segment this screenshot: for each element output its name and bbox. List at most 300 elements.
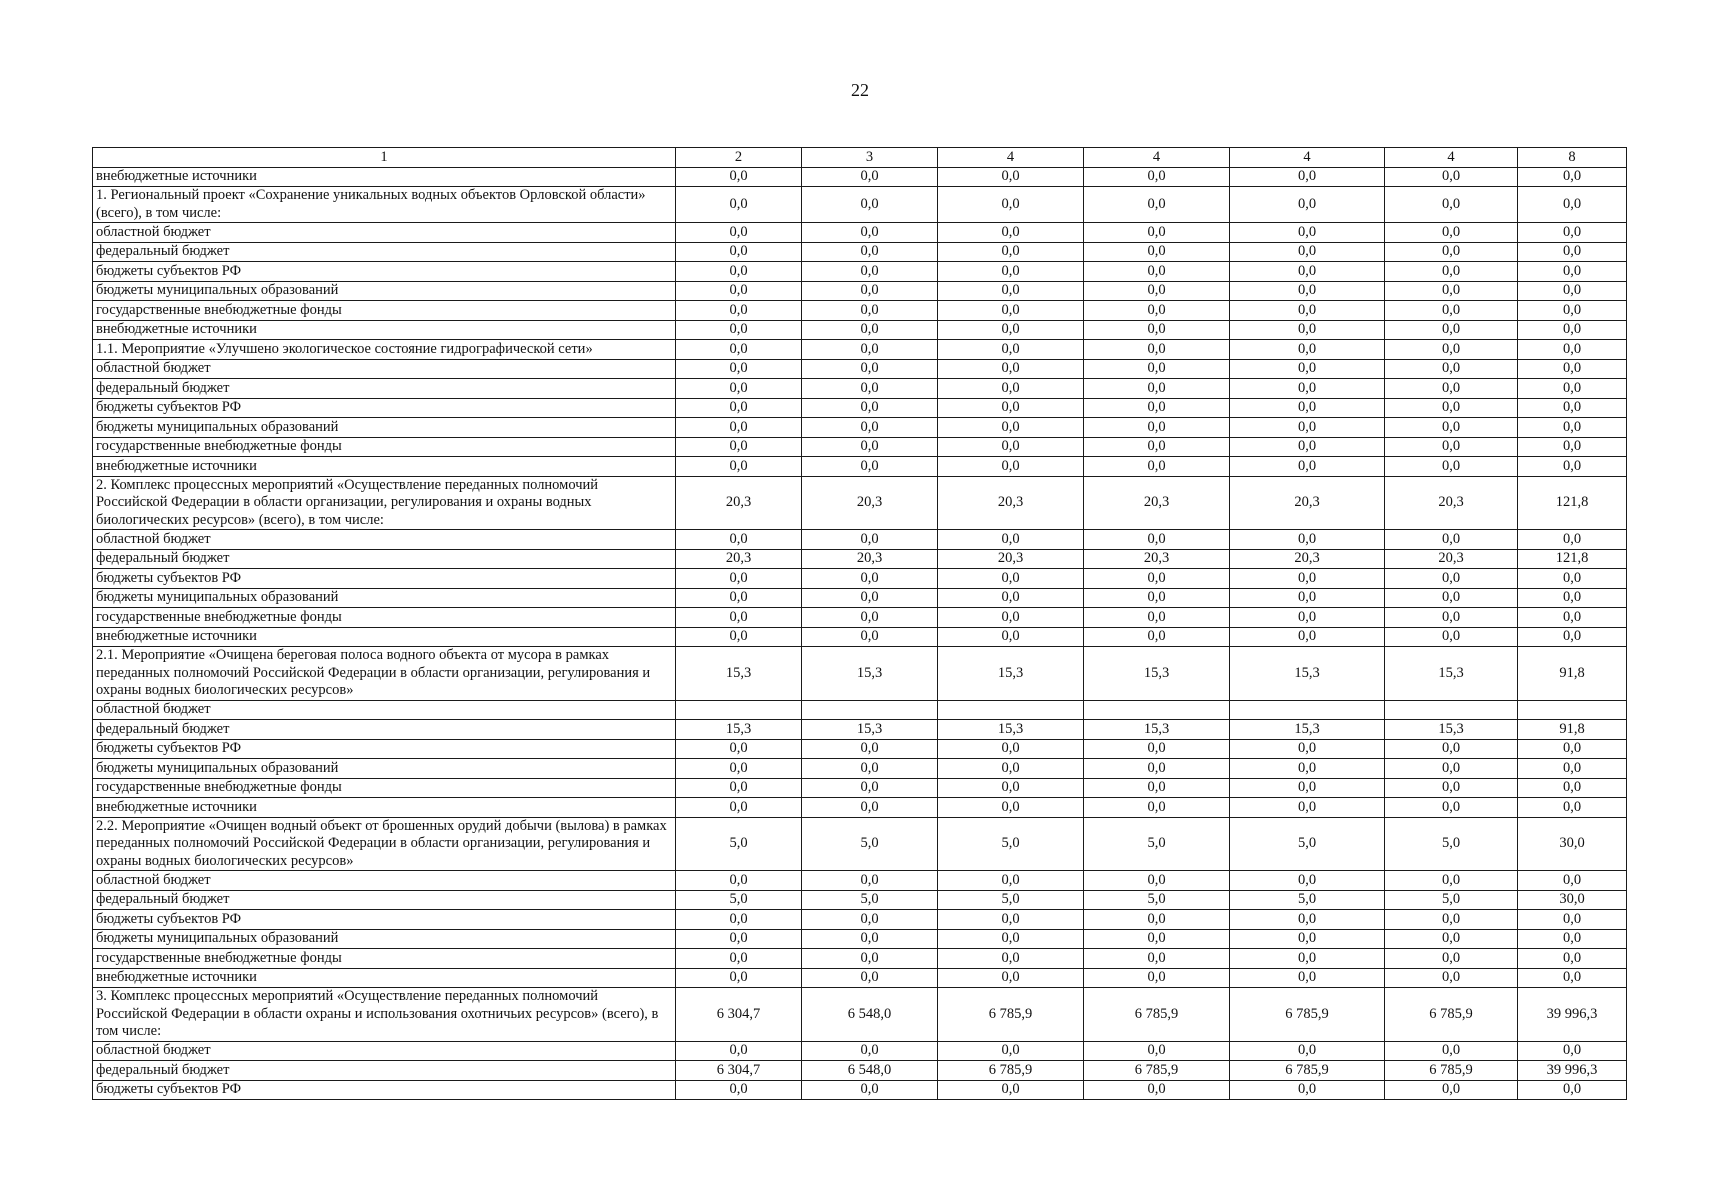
value-cell: 39 996,3 — [1518, 1061, 1627, 1081]
value-cell: 0,0 — [1385, 759, 1518, 779]
page-number: 22 — [851, 80, 869, 100]
value-cell: 0,0 — [802, 379, 938, 399]
value-cell: 0,0 — [676, 418, 802, 438]
row-label: областной бюджет — [93, 530, 676, 550]
value-cell: 0,0 — [802, 187, 938, 223]
value-cell: 0,0 — [1084, 739, 1230, 759]
table-row — [93, 608, 1627, 628]
value-cell: 0,0 — [938, 608, 1084, 628]
budget-table — [92, 147, 1627, 1100]
value-cell: 0,0 — [676, 167, 802, 187]
value-cell: 0,0 — [676, 871, 802, 891]
value-cell: 0,0 — [1385, 262, 1518, 282]
value-cell: 0,0 — [1084, 968, 1230, 988]
value-cell: 0,0 — [802, 929, 938, 949]
value-cell: 0,0 — [802, 359, 938, 379]
row-label: бюджеты субъектов РФ — [93, 910, 676, 930]
value-cell: 0,0 — [1385, 437, 1518, 457]
value-cell: 0,0 — [1084, 457, 1230, 477]
value-cell: 0,0 — [1230, 187, 1385, 223]
value-cell: 0,0 — [676, 949, 802, 969]
table-row — [93, 700, 1627, 720]
value-cell: 20,3 — [1230, 549, 1385, 569]
value-cell: 15,3 — [1084, 720, 1230, 740]
table-row — [93, 890, 1627, 910]
value-cell: 0,0 — [1518, 167, 1627, 187]
value-cell: 0,0 — [938, 242, 1084, 262]
value-cell: 0,0 — [938, 968, 1084, 988]
value-cell: 121,8 — [1518, 476, 1627, 530]
value-cell: 0,0 — [938, 398, 1084, 418]
value-cell: 0,0 — [802, 1080, 938, 1100]
value-cell: 0,0 — [938, 418, 1084, 438]
value-cell: 0,0 — [1518, 379, 1627, 399]
value-cell: 15,3 — [938, 647, 1084, 701]
value-cell: 0,0 — [1084, 778, 1230, 798]
value-cell: 0,0 — [938, 320, 1084, 340]
value-cell: 0,0 — [1518, 608, 1627, 628]
table-row — [93, 1041, 1627, 1061]
value-cell: 0,0 — [1385, 359, 1518, 379]
table-row — [93, 817, 1627, 871]
value-cell: 0,0 — [802, 739, 938, 759]
value-cell: 20,3 — [802, 549, 938, 569]
value-cell: 0,0 — [1385, 187, 1518, 223]
row-label: 1.1. Мероприятие «Улучшено экологическое состояние гидрографической сети» — [93, 340, 676, 360]
value-cell: 20,3 — [1084, 549, 1230, 569]
value-cell: 0,0 — [1518, 359, 1627, 379]
value-cell: 0,0 — [1230, 379, 1385, 399]
value-cell: 91,8 — [1518, 647, 1627, 701]
value-cell: 20,3 — [938, 476, 1084, 530]
value-cell: 0,0 — [676, 798, 802, 818]
table-row — [93, 759, 1627, 779]
value-cell: 0,0 — [1518, 1041, 1627, 1061]
value-cell: 0,0 — [676, 301, 802, 321]
value-cell: 0,0 — [1518, 320, 1627, 340]
value-cell: 0,0 — [1084, 167, 1230, 187]
value-cell: 0,0 — [802, 262, 938, 282]
table-row — [93, 647, 1627, 701]
value-cell: 0,0 — [676, 1041, 802, 1061]
row-label: федеральный бюджет — [93, 890, 676, 910]
value-cell: 0,0 — [676, 242, 802, 262]
table-row — [93, 588, 1627, 608]
value-cell: 0,0 — [1084, 281, 1230, 301]
value-cell: 0,0 — [676, 759, 802, 779]
value-cell: 0,0 — [1084, 530, 1230, 550]
value-cell: 0,0 — [938, 1041, 1084, 1061]
value-cell: 0,0 — [1230, 530, 1385, 550]
table-row — [93, 340, 1627, 360]
value-cell: 0,0 — [1230, 627, 1385, 647]
table-header-row — [93, 148, 1627, 168]
table-row — [93, 569, 1627, 589]
value-cell — [938, 700, 1084, 720]
value-cell: 0,0 — [1084, 418, 1230, 438]
value-cell: 6 548,0 — [802, 1061, 938, 1081]
value-cell: 20,3 — [676, 549, 802, 569]
table-row — [93, 242, 1627, 262]
value-cell: 5,0 — [802, 817, 938, 871]
value-cell: 0,0 — [1385, 778, 1518, 798]
value-cell: 0,0 — [1230, 569, 1385, 589]
value-cell: 0,0 — [1084, 569, 1230, 589]
value-cell: 0,0 — [1230, 929, 1385, 949]
value-cell: 0,0 — [1385, 242, 1518, 262]
value-cell: 0,0 — [676, 340, 802, 360]
value-cell: 0,0 — [938, 379, 1084, 399]
value-cell: 0,0 — [1084, 359, 1230, 379]
value-cell: 0,0 — [802, 167, 938, 187]
value-cell: 0,0 — [1230, 608, 1385, 628]
table-row — [93, 437, 1627, 457]
value-cell: 20,3 — [1385, 476, 1518, 530]
value-cell: 6 785,9 — [938, 1061, 1084, 1081]
value-cell: 0,0 — [1084, 759, 1230, 779]
value-cell: 0,0 — [1385, 398, 1518, 418]
value-cell: 0,0 — [1518, 588, 1627, 608]
value-cell: 0,0 — [1518, 281, 1627, 301]
value-cell: 0,0 — [938, 457, 1084, 477]
table-row — [93, 223, 1627, 243]
value-cell: 0,0 — [802, 968, 938, 988]
value-cell: 0,0 — [1230, 968, 1385, 988]
value-cell: 0,0 — [802, 281, 938, 301]
value-cell: 5,0 — [1084, 817, 1230, 871]
row-label: областной бюджет — [93, 223, 676, 243]
value-cell: 0,0 — [1385, 627, 1518, 647]
table-row — [93, 476, 1627, 530]
value-cell: 0,0 — [1518, 949, 1627, 969]
value-cell: 0,0 — [938, 301, 1084, 321]
value-cell: 0,0 — [1084, 1041, 1230, 1061]
value-cell: 30,0 — [1518, 890, 1627, 910]
value-cell: 5,0 — [938, 817, 1084, 871]
row-label: бюджеты муниципальных образований — [93, 929, 676, 949]
value-cell: 0,0 — [802, 798, 938, 818]
value-cell: 0,0 — [676, 1080, 802, 1100]
row-label: внебюджетные источники — [93, 457, 676, 477]
value-cell: 0,0 — [1084, 398, 1230, 418]
value-cell: 0,0 — [938, 778, 1084, 798]
value-cell: 0,0 — [1518, 398, 1627, 418]
value-cell: 0,0 — [1230, 588, 1385, 608]
value-cell: 0,0 — [1385, 929, 1518, 949]
table-row — [93, 720, 1627, 740]
value-cell: 0,0 — [802, 569, 938, 589]
value-cell: 0,0 — [1385, 798, 1518, 818]
value-cell: 0,0 — [1385, 320, 1518, 340]
row-label: федеральный бюджет — [93, 379, 676, 399]
value-cell: 0,0 — [802, 340, 938, 360]
table-row — [93, 187, 1627, 223]
row-label: областной бюджет — [93, 359, 676, 379]
row-label: государственные внебюджетные фонды — [93, 608, 676, 628]
value-cell: 6 785,9 — [1084, 988, 1230, 1042]
value-cell — [1084, 700, 1230, 720]
value-cell: 30,0 — [1518, 817, 1627, 871]
value-cell: 0,0 — [802, 223, 938, 243]
value-cell: 0,0 — [1385, 910, 1518, 930]
value-cell: 0,0 — [938, 530, 1084, 550]
column-header: 8 — [1518, 148, 1627, 168]
value-cell: 0,0 — [1385, 281, 1518, 301]
value-cell: 0,0 — [1230, 223, 1385, 243]
column-header: 4 — [1084, 148, 1230, 168]
value-cell: 0,0 — [802, 418, 938, 438]
row-label: бюджеты субъектов РФ — [93, 739, 676, 759]
table-row — [93, 457, 1627, 477]
value-cell: 0,0 — [1385, 301, 1518, 321]
value-cell: 0,0 — [1385, 588, 1518, 608]
table-row — [93, 530, 1627, 550]
value-cell: 0,0 — [1385, 968, 1518, 988]
row-label: 2. Комплекс процессных мероприятий «Осуществление переданных полномочий Российской Федерации в области организации, регулирования и охраны водных биологических ресурсов» (всего), в том числе: — [93, 476, 676, 530]
value-cell: 0,0 — [1518, 910, 1627, 930]
value-cell: 0,0 — [1385, 739, 1518, 759]
value-cell: 5,0 — [676, 817, 802, 871]
value-cell: 0,0 — [1230, 167, 1385, 187]
row-label: федеральный бюджет — [93, 549, 676, 569]
table-row — [93, 1061, 1627, 1081]
value-cell: 6 548,0 — [802, 988, 938, 1042]
value-cell: 0,0 — [938, 929, 1084, 949]
value-cell: 0,0 — [1084, 320, 1230, 340]
value-cell: 0,0 — [1084, 1080, 1230, 1100]
table-row — [93, 910, 1627, 930]
value-cell: 0,0 — [1518, 242, 1627, 262]
value-cell: 5,0 — [802, 890, 938, 910]
value-cell: 0,0 — [1230, 778, 1385, 798]
value-cell: 0,0 — [1518, 739, 1627, 759]
value-cell: 0,0 — [802, 301, 938, 321]
value-cell: 0,0 — [1084, 437, 1230, 457]
value-cell: 0,0 — [1230, 340, 1385, 360]
value-cell: 0,0 — [1518, 778, 1627, 798]
value-cell: 0,0 — [1518, 1080, 1627, 1100]
value-cell: 5,0 — [1084, 890, 1230, 910]
value-cell: 0,0 — [676, 320, 802, 340]
value-cell: 0,0 — [802, 320, 938, 340]
table-row — [93, 320, 1627, 340]
column-header: 1 — [93, 148, 676, 168]
value-cell: 0,0 — [938, 871, 1084, 891]
value-cell: 5,0 — [1230, 817, 1385, 871]
value-cell: 0,0 — [1385, 530, 1518, 550]
value-cell: 0,0 — [1084, 608, 1230, 628]
value-cell: 0,0 — [1230, 320, 1385, 340]
value-cell: 0,0 — [676, 437, 802, 457]
value-cell: 0,0 — [1518, 457, 1627, 477]
value-cell: 6 785,9 — [1385, 988, 1518, 1042]
value-cell: 0,0 — [1084, 223, 1230, 243]
value-cell: 0,0 — [802, 588, 938, 608]
value-cell: 6 785,9 — [938, 988, 1084, 1042]
value-cell: 15,3 — [1385, 720, 1518, 740]
table-row — [93, 871, 1627, 891]
value-cell: 0,0 — [938, 187, 1084, 223]
row-label: областной бюджет — [93, 871, 676, 891]
value-cell: 0,0 — [938, 569, 1084, 589]
value-cell: 0,0 — [938, 1080, 1084, 1100]
value-cell: 0,0 — [1385, 949, 1518, 969]
value-cell: 0,0 — [938, 910, 1084, 930]
value-cell: 0,0 — [1230, 418, 1385, 438]
value-cell: 0,0 — [1518, 187, 1627, 223]
value-cell: 15,3 — [1385, 647, 1518, 701]
value-cell: 0,0 — [1084, 301, 1230, 321]
value-cell: 0,0 — [802, 1041, 938, 1061]
row-label: 2.2. Мероприятие «Очищен водный объект от брошенных орудий добычи (вылова) в рамках переданных полномочий Российской Федерации в области организации, регулирования и охраны водных биологических ресурсов» — [93, 817, 676, 871]
value-cell: 0,0 — [676, 398, 802, 418]
value-cell: 0,0 — [676, 262, 802, 282]
row-label: внебюджетные источники — [93, 798, 676, 818]
value-cell: 0,0 — [1230, 871, 1385, 891]
value-cell — [802, 700, 938, 720]
row-label: бюджеты субъектов РФ — [93, 569, 676, 589]
table-row — [93, 281, 1627, 301]
table-row — [93, 167, 1627, 187]
value-cell: 0,0 — [1230, 398, 1385, 418]
row-label: 2.1. Мероприятие «Очищена береговая полоса водного объекта от мусора в рамках переданных полномочий Российской Федерации в области организации, регулирования и охраны водных биологических ресурсов» — [93, 647, 676, 701]
table-row — [93, 929, 1627, 949]
value-cell: 0,0 — [938, 340, 1084, 360]
table-row — [93, 549, 1627, 569]
row-label: бюджеты субъектов РФ — [93, 1080, 676, 1100]
value-cell: 0,0 — [1518, 301, 1627, 321]
row-label: государственные внебюджетные фонды — [93, 949, 676, 969]
value-cell: 0,0 — [1084, 340, 1230, 360]
row-label: федеральный бюджет — [93, 720, 676, 740]
value-cell: 0,0 — [1230, 457, 1385, 477]
value-cell: 20,3 — [1385, 549, 1518, 569]
value-cell: 0,0 — [938, 167, 1084, 187]
value-cell: 0,0 — [1084, 871, 1230, 891]
value-cell: 0,0 — [802, 530, 938, 550]
value-cell: 0,0 — [1518, 418, 1627, 438]
value-cell: 0,0 — [802, 759, 938, 779]
table-row — [93, 1080, 1627, 1100]
value-cell: 0,0 — [1084, 588, 1230, 608]
column-header: 4 — [1230, 148, 1385, 168]
value-cell: 0,0 — [802, 242, 938, 262]
value-cell: 0,0 — [1230, 910, 1385, 930]
value-cell: 0,0 — [676, 910, 802, 930]
column-header: 4 — [1385, 148, 1518, 168]
row-label: 3. Комплекс процессных мероприятий «Осуществление переданных полномочий Российской Федерации в области охраны и использования охотничьих ресурсов» (всего), в том числе: — [93, 988, 676, 1042]
value-cell: 0,0 — [938, 262, 1084, 282]
value-cell: 0,0 — [1385, 1080, 1518, 1100]
value-cell: 6 785,9 — [1230, 988, 1385, 1042]
value-cell: 15,3 — [1230, 720, 1385, 740]
value-cell: 0,0 — [1084, 242, 1230, 262]
value-cell: 0,0 — [1230, 301, 1385, 321]
value-cell: 15,3 — [676, 647, 802, 701]
value-cell: 0,0 — [1084, 798, 1230, 818]
value-cell: 0,0 — [802, 949, 938, 969]
value-cell: 15,3 — [802, 720, 938, 740]
table-body — [93, 148, 1627, 1100]
value-cell: 5,0 — [676, 890, 802, 910]
table-row — [93, 418, 1627, 438]
value-cell: 0,0 — [676, 929, 802, 949]
row-label: государственные внебюджетные фонды — [93, 437, 676, 457]
row-label: бюджеты муниципальных образований — [93, 418, 676, 438]
value-cell: 15,3 — [802, 647, 938, 701]
value-cell: 0,0 — [1518, 759, 1627, 779]
value-cell: 91,8 — [1518, 720, 1627, 740]
table-row — [93, 798, 1627, 818]
value-cell: 0,0 — [1084, 379, 1230, 399]
value-cell: 0,0 — [1230, 798, 1385, 818]
value-cell: 0,0 — [938, 759, 1084, 779]
value-cell: 0,0 — [1084, 910, 1230, 930]
value-cell: 121,8 — [1518, 549, 1627, 569]
value-cell: 0,0 — [1385, 457, 1518, 477]
value-cell: 0,0 — [676, 739, 802, 759]
value-cell: 6 785,9 — [1230, 1061, 1385, 1081]
value-cell: 20,3 — [802, 476, 938, 530]
value-cell: 0,0 — [1084, 949, 1230, 969]
value-cell — [1518, 700, 1627, 720]
value-cell: 0,0 — [802, 627, 938, 647]
row-label: внебюджетные источники — [93, 320, 676, 340]
table-row — [93, 968, 1627, 988]
table-row — [93, 398, 1627, 418]
value-cell: 0,0 — [1518, 437, 1627, 457]
value-cell: 0,0 — [1084, 627, 1230, 647]
value-cell: 0,0 — [1385, 569, 1518, 589]
row-label: бюджеты муниципальных образований — [93, 281, 676, 301]
value-cell: 20,3 — [1084, 476, 1230, 530]
value-cell: 0,0 — [802, 608, 938, 628]
table-row — [93, 301, 1627, 321]
value-cell: 6 785,9 — [1385, 1061, 1518, 1081]
value-cell: 0,0 — [1385, 608, 1518, 628]
value-cell: 0,0 — [1385, 223, 1518, 243]
value-cell: 0,0 — [676, 778, 802, 798]
value-cell: 0,0 — [1518, 798, 1627, 818]
value-cell: 6 304,7 — [676, 988, 802, 1042]
table-row — [93, 739, 1627, 759]
value-cell: 0,0 — [938, 223, 1084, 243]
value-cell: 0,0 — [1518, 929, 1627, 949]
value-cell: 0,0 — [1084, 929, 1230, 949]
value-cell: 0,0 — [676, 359, 802, 379]
row-label: государственные внебюджетные фонды — [93, 301, 676, 321]
row-label: внебюджетные источники — [93, 968, 676, 988]
row-label: внебюджетные источники — [93, 627, 676, 647]
value-cell: 20,3 — [676, 476, 802, 530]
value-cell: 0,0 — [938, 798, 1084, 818]
value-cell: 0,0 — [1230, 739, 1385, 759]
value-cell: 0,0 — [1230, 759, 1385, 779]
value-cell — [1230, 700, 1385, 720]
value-cell: 0,0 — [938, 627, 1084, 647]
value-cell: 0,0 — [1230, 281, 1385, 301]
value-cell: 0,0 — [676, 457, 802, 477]
table-row — [93, 379, 1627, 399]
value-cell: 0,0 — [1518, 340, 1627, 360]
value-cell: 0,0 — [1230, 949, 1385, 969]
value-cell: 0,0 — [802, 457, 938, 477]
value-cell: 6 785,9 — [1084, 1061, 1230, 1081]
value-cell: 0,0 — [1385, 1041, 1518, 1061]
value-cell: 0,0 — [676, 627, 802, 647]
value-cell: 0,0 — [1518, 871, 1627, 891]
value-cell: 0,0 — [1518, 223, 1627, 243]
